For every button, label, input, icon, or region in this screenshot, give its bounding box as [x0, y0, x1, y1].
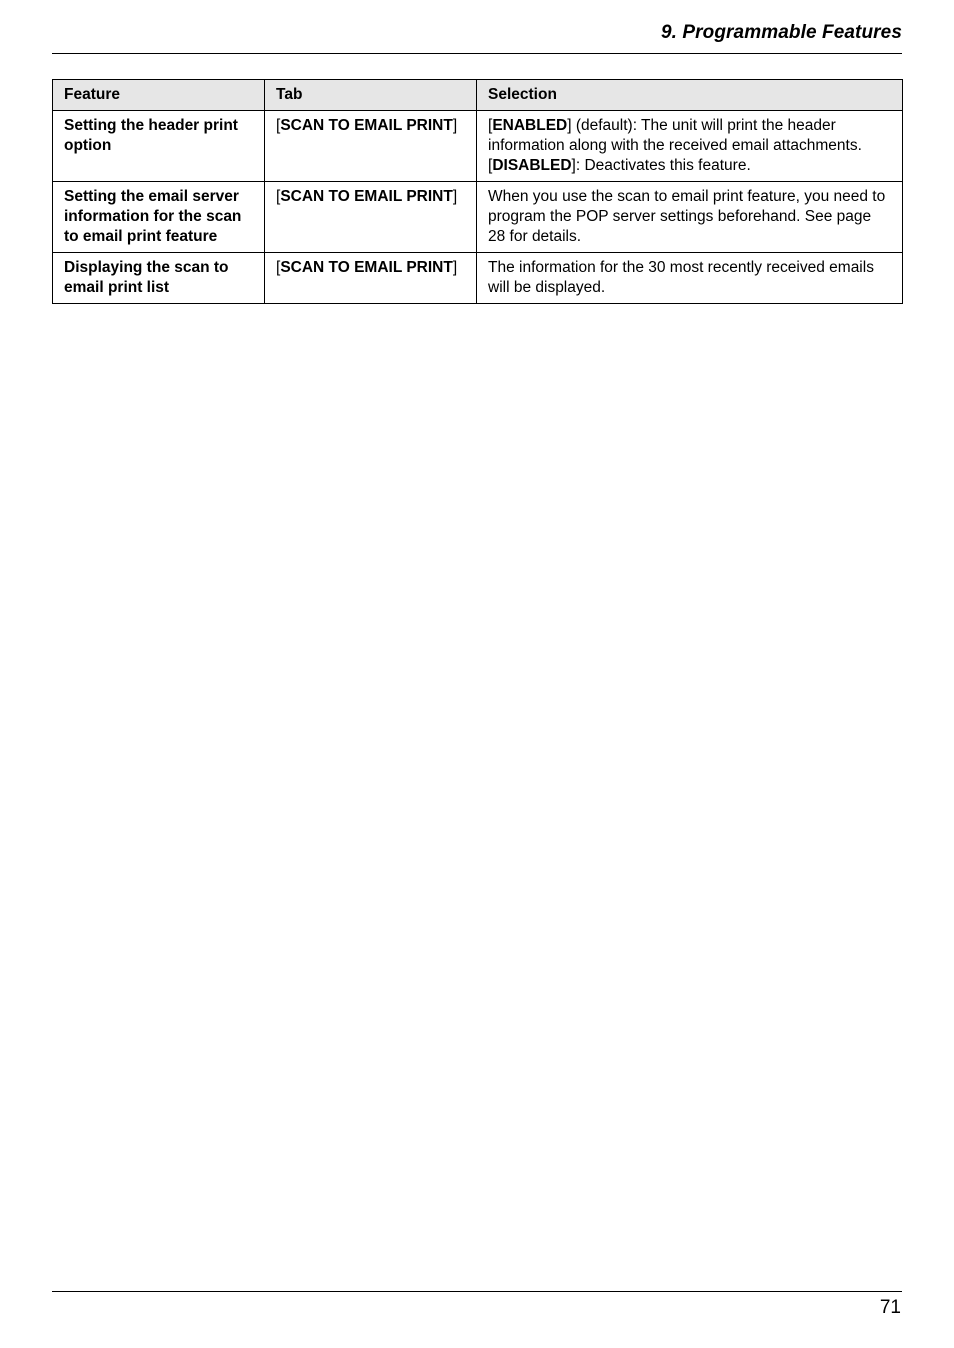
bracket-close: ]	[452, 259, 458, 276]
selection-option-enabled	[488, 116, 892, 156]
bracket-close: ]	[567, 117, 572, 134]
selection-cell	[477, 111, 903, 182]
bracket-close: ]	[452, 117, 458, 134]
tab-label: SCAN TO EMAIL PRINT	[280, 259, 453, 276]
bracket-open: [	[276, 188, 281, 205]
feature-cell: Displaying the scan to email print list	[53, 253, 265, 304]
page-footer	[52, 1291, 902, 1318]
tab-cell	[265, 182, 477, 253]
selection-cell: When you use the scan to email print feature, you need to program the POP server settings beforehand. See page 28 for details.	[477, 182, 903, 253]
page-number: 71	[879, 1297, 901, 1318]
feature-cell: Setting the header print option	[53, 111, 265, 182]
column-header-feature: Feature	[53, 80, 265, 111]
selection-cell: The information for the 30 most recently received emails will be displayed.	[477, 253, 903, 304]
tab-label: SCAN TO EMAIL PRINT	[280, 117, 453, 134]
table-row	[53, 111, 903, 182]
option-key-enabled: ENABLED	[492, 117, 568, 134]
column-header-selection: Selection	[477, 80, 903, 111]
tab-cell	[265, 111, 477, 182]
option-description: (default): The unit will print the header information along with the received email attachments.	[488, 117, 862, 154]
feature-cell: Setting the email server information for the scan to email print feature	[53, 182, 265, 253]
option-key-disabled: DISABLED	[492, 157, 572, 174]
tab-cell	[265, 253, 477, 304]
bracket-open: [	[488, 157, 493, 174]
chapter-title: 9. Programmable Features	[660, 22, 902, 43]
table-header-row	[53, 80, 903, 111]
table-row	[53, 182, 903, 253]
bracket-close: ]	[571, 157, 576, 174]
bracket-close: ]	[452, 188, 458, 205]
bracket-open: [	[488, 117, 493, 134]
features-table	[52, 79, 903, 304]
page-header	[52, 18, 902, 54]
column-header-tab: Tab	[265, 80, 477, 111]
bracket-open: [	[276, 259, 281, 276]
bracket-open: [	[276, 117, 281, 134]
option-description: : Deactivates this feature.	[575, 157, 751, 174]
tab-label: SCAN TO EMAIL PRINT	[280, 188, 453, 205]
selection-option-disabled	[488, 156, 892, 176]
table-row	[53, 253, 903, 304]
